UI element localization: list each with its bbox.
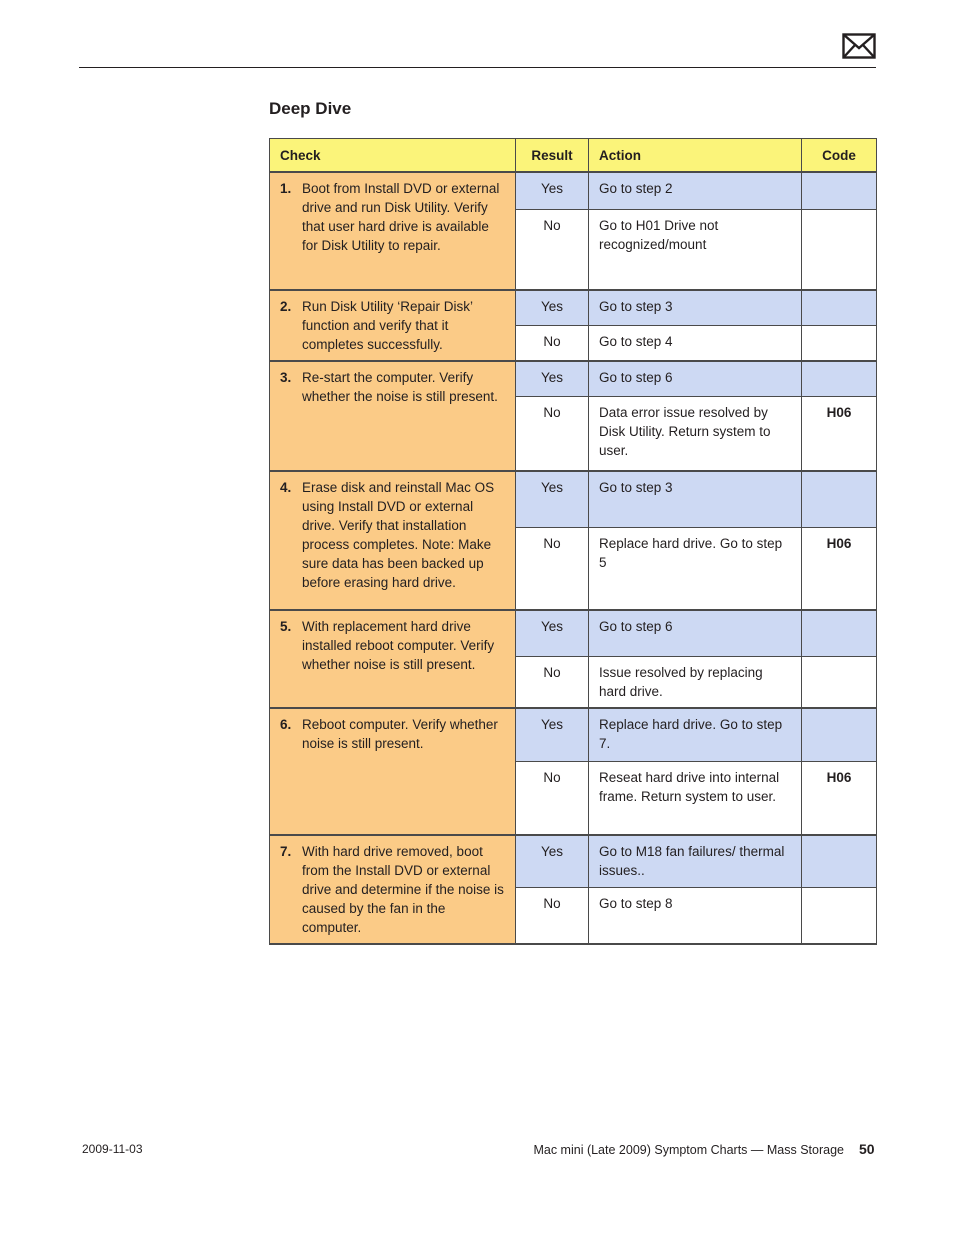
action-yes: Go to step 2 — [589, 172, 802, 209]
check-text: Erase disk and reinstall Mac OS using Install DVD or external drive. Verify that installation process completes. Note: Make sure data has been backed up before erasing hard drive. — [302, 480, 495, 590]
check-cell — [270, 290, 516, 361]
footer-document-title: Mac mini (Late 2009) Symptom Charts — Mass Storage — [533, 1143, 844, 1157]
action-no: Go to H01 Drive not recognized/mount — [589, 209, 802, 290]
symptom-chart-table — [269, 138, 877, 945]
column-header-check: Check — [270, 139, 516, 173]
code-yes — [802, 290, 877, 325]
action-no: Go to step 4 — [589, 325, 802, 361]
table-body — [270, 172, 877, 944]
table-row — [270, 290, 877, 325]
check-text: With replacement hard drive installed reboot computer. Verify whether noise is still present. — [302, 619, 495, 672]
header-rule — [79, 67, 876, 68]
result-yes: Yes — [516, 172, 589, 209]
code-yes — [802, 361, 877, 396]
action-yes: Go to step 6 — [589, 361, 802, 396]
table-row — [270, 610, 877, 656]
result-yes: Yes — [516, 361, 589, 396]
result-no: No — [516, 762, 589, 835]
action-no: Go to step 8 — [589, 888, 802, 944]
check-text: Run Disk Utility ‘Repair Disk’ function and verify that it completes successfully. — [302, 299, 473, 352]
code-yes — [802, 610, 877, 656]
result-yes: Yes — [516, 471, 589, 527]
code-yes — [802, 835, 877, 888]
check-cell — [270, 610, 516, 708]
code-no — [802, 656, 877, 708]
result-no: No — [516, 656, 589, 708]
step-number: 6. — [280, 716, 292, 732]
mail-envelope-icon[interactable] — [842, 33, 876, 59]
step-number: 3. — [280, 370, 292, 385]
column-header-result: Result — [516, 139, 589, 173]
code-no: H06 — [802, 762, 877, 835]
check-text: Re-start the computer. Verify whether the noise is still present. — [302, 370, 498, 404]
step-number: 7. — [280, 843, 292, 859]
column-header-action: Action — [589, 139, 802, 173]
action-no: Issue resolved by replacing hard drive. — [589, 656, 802, 708]
action-no: Data error issue resolved by Disk Utility. Return system to user. — [589, 396, 802, 471]
code-no: H06 — [802, 396, 877, 471]
code-yes — [802, 708, 877, 762]
result-yes: Yes — [516, 610, 589, 656]
action-no: Reseat hard drive into internal frame. Return system to user. — [589, 762, 802, 835]
table-row — [270, 835, 877, 888]
action-yes: Go to step 6 — [589, 610, 802, 656]
action-yes: Go to M18 fan failures/ thermal issues.. — [589, 835, 802, 888]
check-text: Reboot computer. Verify whether noise is still present. — [302, 716, 498, 751]
code-no — [802, 325, 877, 361]
footer-date: 2009-11-03 — [82, 1142, 143, 1156]
check-cell — [270, 361, 516, 471]
check-cell — [270, 471, 516, 610]
table-row — [270, 471, 877, 527]
code-yes — [802, 471, 877, 527]
result-yes: Yes — [516, 835, 589, 888]
check-cell — [270, 172, 516, 290]
action-yes: Replace hard drive. Go to step 7. — [589, 708, 802, 762]
check-cell — [270, 708, 516, 835]
table-row — [270, 361, 877, 396]
action-yes: Go to step 3 — [589, 471, 802, 527]
check-text: With hard drive removed, boot from the Install DVD or external drive and determine if the noise is caused by the fan in the computer. — [302, 843, 504, 935]
result-no: No — [516, 209, 589, 290]
result-no: No — [516, 396, 589, 471]
table-row — [270, 172, 877, 209]
step-number: 1. — [280, 181, 292, 196]
result-no: No — [516, 888, 589, 944]
step-number: 2. — [280, 299, 292, 314]
code-no — [802, 209, 877, 290]
action-no: Replace hard drive. Go to step 5 — [589, 527, 802, 610]
check-text: Boot from Install DVD or external drive and run Disk Utility. Verify that user hard drive is available for Disk Utility to repair. — [302, 181, 500, 253]
code-no — [802, 888, 877, 944]
result-no: No — [516, 527, 589, 610]
result-no: No — [516, 325, 589, 361]
code-yes — [802, 172, 877, 209]
step-number: 4. — [280, 480, 292, 495]
code-no: H06 — [802, 527, 877, 610]
check-cell — [270, 835, 516, 944]
table-row — [270, 708, 877, 762]
table-header-row — [270, 139, 877, 173]
action-yes: Go to step 3 — [589, 290, 802, 325]
page-number: 50 — [859, 1141, 875, 1157]
result-yes: Yes — [516, 290, 589, 325]
step-number: 5. — [280, 619, 292, 634]
result-yes: Yes — [516, 708, 589, 762]
column-header-code: Code — [802, 139, 877, 173]
section-title: Deep Dive — [269, 99, 352, 118]
